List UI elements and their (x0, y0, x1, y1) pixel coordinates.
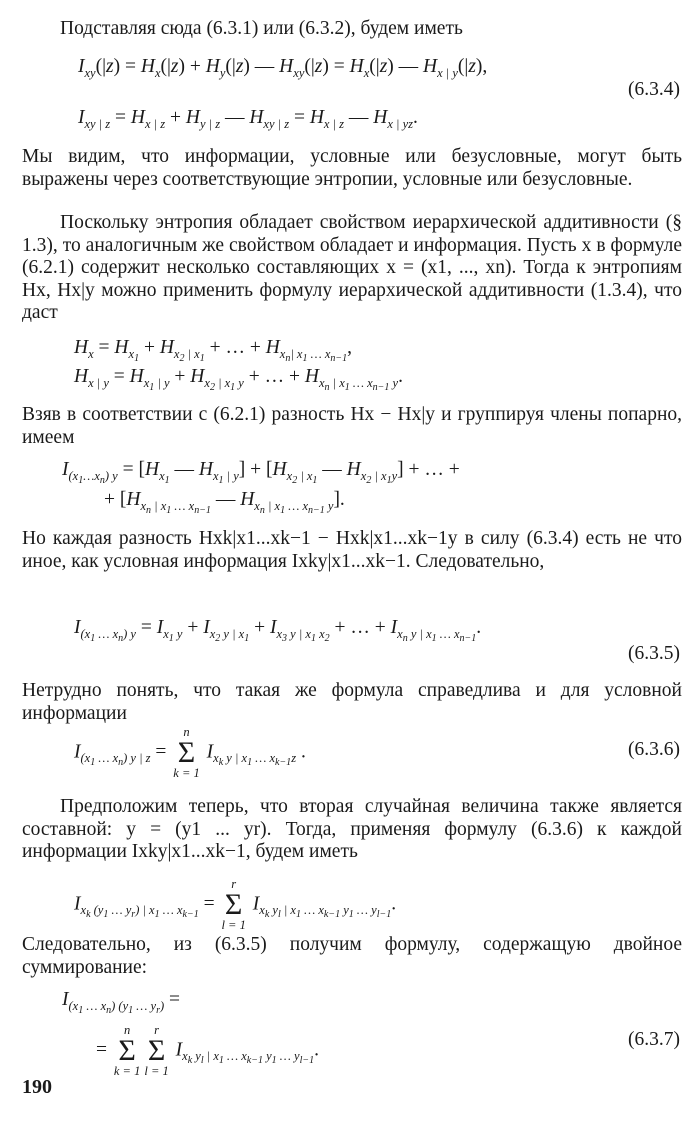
equation-6-3-7-line2: = n Σ k = 1 r Σ l = 1 $I_{x_k y_l | x_1 \dots x_{k-1} y_1 \dots y_{l-1}}$. (96, 1023, 319, 1078)
summation-l: r Σ l = 1 (221, 877, 246, 932)
equation-number-6-3-4: (6.3.4) (628, 79, 680, 100)
equation-expanded-info: $I_{x_k (y_1 \dots y_r) | x_1 \dots x_{k-1}}$ = r Σ l = 1 $I_{x_k y_l | x_1 \dots x_{k-1} y_1 \dots y_{l-1}}$. (74, 877, 397, 932)
equation-number-6-3-5: (6.3.5) (628, 643, 680, 664)
equation-6-3-6: $I_{(x_1 \dots x_n) y | z}$ = n Σ k = 1 $I_{x_k y | x_1 \dots x_{k-1}z}$ . (74, 725, 306, 780)
summation-double-l: r Σ l = 1 (144, 1023, 169, 1078)
summation-k: n Σ k = 1 (173, 725, 200, 780)
paragraph-7: Следовательно, из (6.3.5) получим формулу, содержащую двойное суммирование: (22, 934, 682, 978)
equation-6-3-7-line1: $I_{(x_1 \dots x_n) (y_1 \dots y_r)}$ = (62, 989, 181, 1016)
summation-double-k: n Σ k = 1 (113, 1023, 141, 1078)
paragraph-6: Предположим теперь, что вторая случайная величина также является составной: y = (y1 ... yr). Тогда, применяя формулу (6.3.6) к каждой информации Ixky|x1...xk−1, будем иметь (22, 796, 682, 862)
equation-difference-line1: $I_{(x_1\dots x_n) y} = [H_{x_1}$ — $H_{x_1 | y}] + [H_{x_2 | x_1}$ — $H_{x_2 | x_1y}$] + … + (62, 459, 460, 486)
equation-number-6-3-7: (6.3.7) (628, 1029, 680, 1050)
paragraph-5: Нетрудно понять, что такая же формула справедлива и для условной информации (22, 680, 682, 724)
equation-6-3-4-line1: $I_{xy}(|z) = H_x(|z) + H_y(|z)$ — $H_{xy}(|z) = H_x(|z)$ — $H_{x | y}(|z)$, (78, 56, 488, 80)
paragraph-2: Поскольку энтропия обладает свойством иерархической аддитивности (§ 1.3), то аналогичным же свойством обладает и информация. Пусть x в формуле (6.2.1) содержит несколько составляющих x = (x1, ..., xn). Тогда к энтропиям Hx, Hx|y можно применить формулу иерархической аддитивности (1.3.4), что даст (22, 212, 682, 323)
equation-difference-line2: + [$H_{x_n | x_1 \dots x_{n-1}}$ — $H_{x_n | x_1 \dots x_{n-1} y}$]. (104, 489, 345, 516)
page-number: 190 (22, 1076, 52, 1098)
equation-6-3-5: $I_{(x_1 \dots x_n) y} = I_{x_1 y} + I_{x_2 y | x_1} + I_{x_3 y | x_1 x_2}$ + … + $I_{x_n y | x_1 \dots x_{n-1}}$. (74, 617, 482, 644)
paragraph-intro: Подставляя сюда (6.3.1) или (6.3.2), будем иметь (60, 18, 463, 39)
equation-number-6-3-6: (6.3.6) (628, 739, 680, 760)
equation-additivity-line2: $H_{x | y} = H_{x_1 | y} + H_{x_2 | x_1 y}$ + … + $H_{x_n | x_1 \dots x_{n-1} y}$. (74, 366, 403, 393)
equation-6-3-4-line2: $I_{xy | z} = H_{x | z} + H_{y | z}$ — $H_{xy | z} = H_{x | z}$ — $H_{x | yz}$. (78, 107, 418, 131)
paragraph-1: Мы видим, что информации, условные или безусловные, могут быть выражены через соответствующие энтропии, условные или безусловные. (22, 146, 682, 190)
paragraph-3: Взяв в соответствии с (6.2.1) разность Hx − Hx|y и группируя члены попарно, имеем (22, 404, 682, 448)
paragraph-4: Но каждая разность Hxk|x1...xk−1 − Hxk|x1...xk−1y в силу (6.3.4) есть не что иное, как условная информация Ixky|x1...xk−1. Следовательно, (22, 528, 682, 572)
equation-additivity-line1: $H_x = H_{x_1} + H_{x_2 | x_1}$ + … + $H_{x_n| x_1 \dots x_{n-1}}$, (74, 337, 353, 364)
